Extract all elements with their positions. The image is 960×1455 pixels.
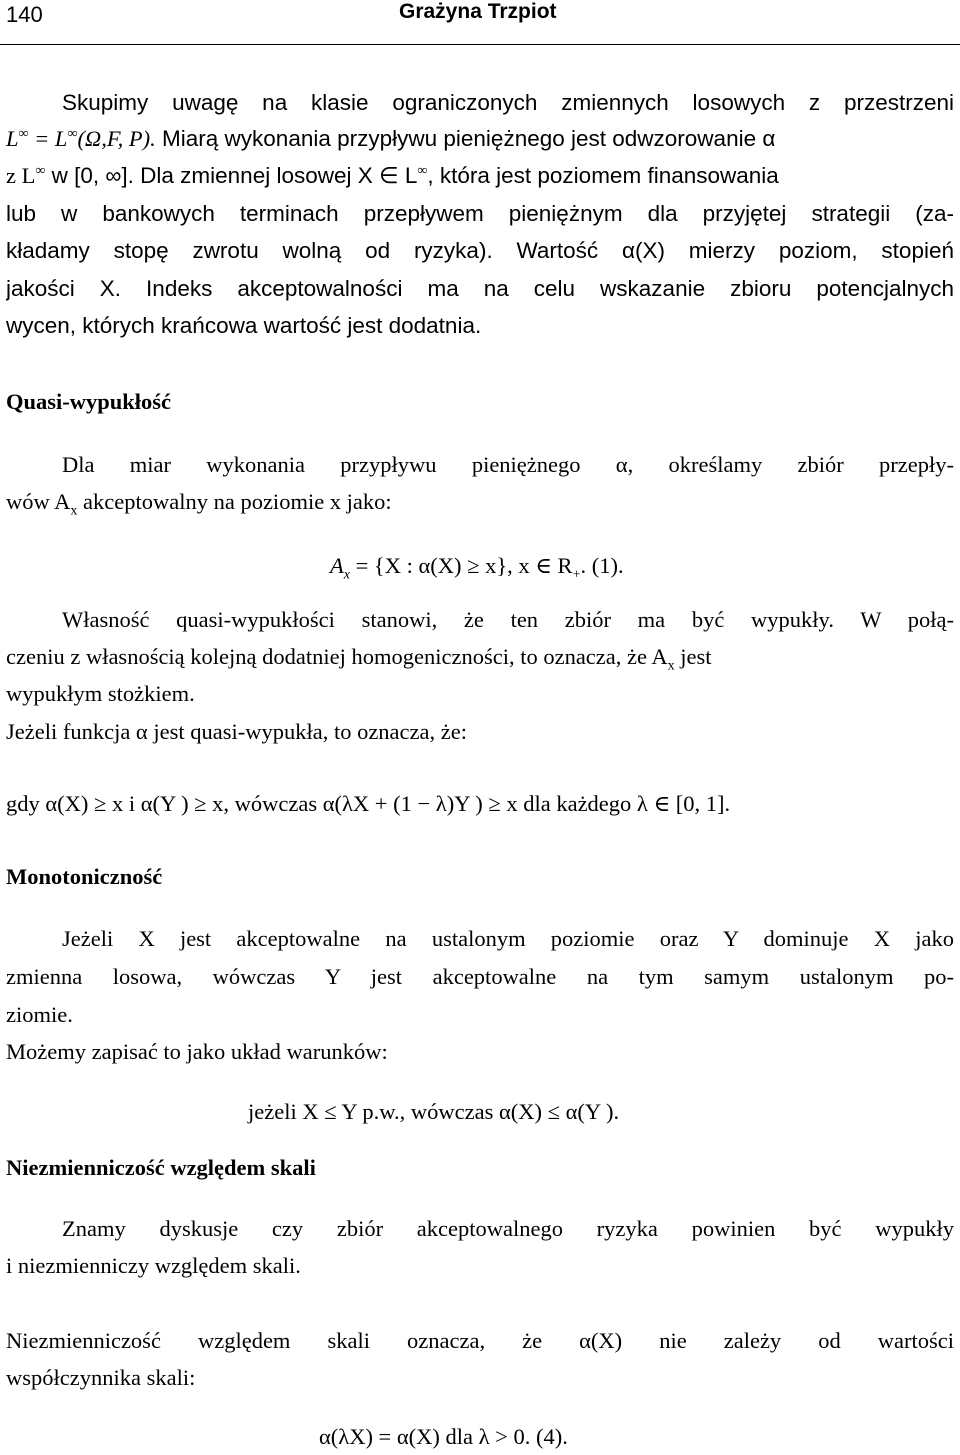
s1-p1-line-2: wów $A_x$ akceptowalny na poziomie x jako:	[6, 489, 392, 519]
s2-p1-line-3: ziomie.	[6, 1002, 73, 1027]
formula-2: gdy α(X) ≥ x i α(Y ) ≥ x, wówczas α(λX + (1 − λ)Y ) ≥ x dla każdego λ ∈ [0, 1].	[6, 791, 731, 816]
formula-4: α(λX) = α(X) dla λ > 0. (4).	[319, 1424, 568, 1449]
section-heading-monotonicity: Monotoniczność	[6, 864, 163, 889]
s3-p2-line-2: współczynnika skali:	[6, 1365, 196, 1390]
s3-p1-line-1: Znamy dyskusje czy zbiór akceptowalnego ryzyka powinien być wypukły	[62, 1216, 954, 1241]
section-heading-quasi-convexity: Quasi-wypukłość	[6, 389, 172, 414]
intro-line-6: jakości X. Indeks akceptowalności ma na celu wskazanie zbioru potencjalnych	[6, 276, 954, 301]
s2-p2: Możemy zapisać to jako układ warunków:	[6, 1039, 388, 1064]
intro-line-4: lub w bankowych terminach przepływem pieniężnym dla przyjętej strategii (za-	[6, 201, 954, 226]
formula-1: $A_x = \{X$ : α(X) ≥ x}, x ∈ $R_+$. (1).	[330, 553, 624, 583]
formula-3: jeżeli X ≤ Y p.w., wówczas α(X) ≤ α(Y ).	[248, 1099, 620, 1124]
intro-line-7: wycen, których krańcowa wartość jest dodatnia.	[6, 313, 482, 338]
s3-p2-line-1: Niezmienniczość względem skali oznacza, że α(X) nie zależy od wartości	[6, 1328, 954, 1353]
section-heading-scale-invariance: Niezmienniczość względem skali	[6, 1155, 316, 1180]
page-number: 140	[6, 2, 43, 27]
s1-p2-line-3: wypukłym stożkiem.	[6, 681, 195, 706]
intro-line-2: L∞ = L∞(Ω,F, P). Miarą wykonania przypływu pieniężnego jest odwzorowanie α	[6, 126, 776, 151]
s2-p1-line-1: Jeżeli X jest akceptowalne na ustalonym poziomie oraz Y dominuje X jako	[62, 926, 954, 951]
intro-line-3: z L∞ w [0, ∞]. Dla zmiennej losowej X ∈ L∞, która jest poziomem finansowania	[6, 163, 779, 188]
s1-p2-line-1: Własność quasi-wypukłości stanowi, że ten zbiór ma być wypukły. W połą-	[62, 607, 954, 632]
s1-p2-line-2: czeniu z własnością kolejną dodatniej homogeniczności, to oznacza, że $A_x$ jest	[6, 644, 712, 674]
running-author: Grażyna Trzpiot	[399, 0, 557, 23]
s3-p1-line-2: i niezmienniczy względem skali.	[6, 1253, 301, 1278]
s1-p3: Jeżeli funkcja α jest quasi-wypukła, to oznacza, że:	[6, 719, 467, 744]
intro-line-1: Skupimy uwagę na klasie ograniczonych zmiennych losowych z przestrzeni	[62, 90, 954, 115]
s1-p1-line-1: Dla miar wykonania przypływu pieniężnego α, określamy zbiór przepły-	[62, 452, 954, 477]
s2-p1-line-2: zmienna losowa, wówczas Y jest akceptowalne na tym samym ustalonym po-	[6, 964, 954, 989]
intro-line-5: kładamy stopę zwrotu wolną od ryzyka). Wartość α(X) mierzy poziom, stopień	[6, 238, 954, 263]
running-header	[0, 0, 960, 45]
